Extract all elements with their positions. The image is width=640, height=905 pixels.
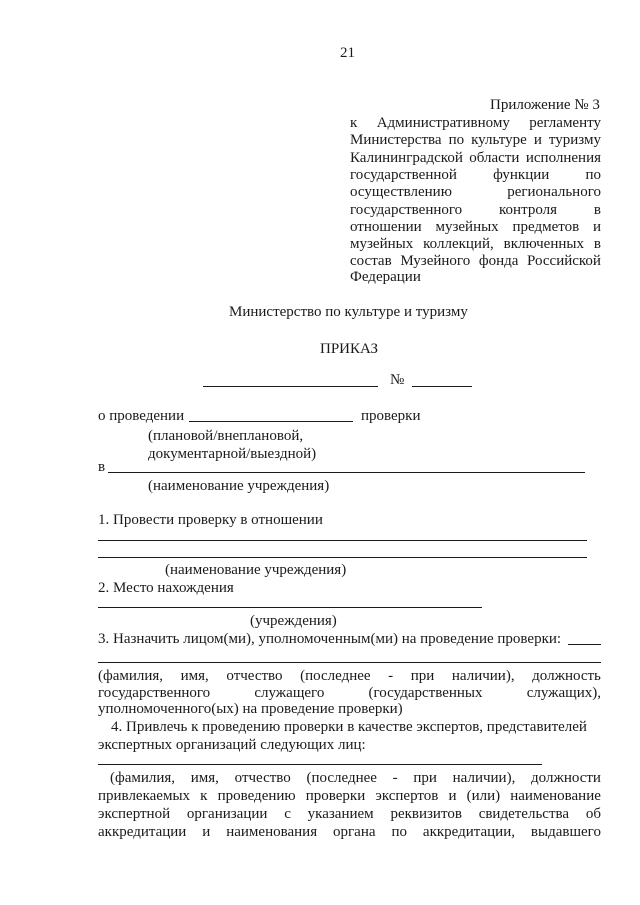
item-4-hint-word: организации	[186, 806, 268, 822]
appendix-line	[350, 201, 601, 219]
item-4-hint-word: указанием	[307, 806, 374, 822]
item-2-blank	[98, 607, 482, 608]
item-3-hint-word: имя,	[180, 668, 209, 684]
appendix-word: исполнения	[525, 149, 601, 166]
item-4-hint-word: органа	[333, 824, 376, 840]
check-type-hint-2: документарной/выездной)	[148, 446, 317, 462]
appendix-word: состав	[350, 253, 392, 270]
appendix-word: Калининградской	[350, 149, 463, 166]
item-3-blank	[98, 662, 601, 663]
item-1: 1. Провести проверку в отношении	[98, 512, 323, 528]
item-4-hint-word: проведению	[217, 788, 296, 804]
appendix-word: Административному	[376, 115, 510, 131]
about-suffix: проверки	[361, 408, 421, 424]
appendix-word: в	[593, 201, 601, 218]
item-3-hint-word: при	[410, 668, 435, 684]
item-4-hint-word: (фамилия,	[110, 770, 176, 786]
appendix-word: коллекций,	[423, 236, 494, 253]
appendix-word: государственного	[350, 201, 463, 218]
item-1-hint: (наименование учреждения)	[165, 562, 347, 578]
item-4-hint-word: привлекаемых	[98, 788, 191, 804]
item-4-hint-line-2	[98, 787, 601, 805]
appendix-word: по	[585, 166, 601, 183]
item-4-blank	[98, 764, 542, 765]
item-3-hint-word: (государственных	[368, 685, 483, 701]
item-3-hint-word: (фамилия,	[98, 668, 164, 684]
item-3-hint-word: отчество	[226, 668, 283, 684]
appendix-word: предметов	[512, 218, 580, 235]
item-3-hint-word: -	[388, 668, 394, 684]
appendix-last-line: Федерации	[350, 269, 421, 285]
item-3-hint-word: служащих),	[526, 685, 601, 701]
item-4-hint-word: имя,	[190, 770, 219, 786]
item-4-hint-word: и	[448, 788, 457, 804]
number-sign: №	[390, 372, 405, 388]
appendix-word: и	[592, 218, 601, 235]
item-2: 2. Место нахождения	[98, 580, 234, 596]
item-4-hint-word: по	[391, 824, 407, 840]
item-4-hint-word: свидетельства	[478, 806, 570, 822]
appendix-word: Российской	[527, 253, 601, 270]
item-4-hint-word: экспертов	[375, 788, 439, 804]
appendix-line	[350, 218, 601, 236]
check-type-hint-1: (плановой/внеплановой,	[148, 428, 304, 444]
item-4-hint-word: отчество	[234, 770, 291, 786]
appendix-word: фонда	[478, 253, 519, 270]
item-4-hint-word: наименование	[510, 788, 601, 804]
number-blank	[412, 386, 472, 387]
item-4-hint-word: наименования	[226, 824, 318, 840]
institution-hint: (наименование учреждения)	[148, 478, 330, 494]
appendix-line	[350, 166, 601, 184]
appendix-line	[350, 131, 601, 149]
item-4-line-2: экспертных организаций следующих лиц:	[98, 737, 366, 753]
appendix-word: в	[593, 236, 601, 253]
appendix-word: государственной	[350, 166, 457, 183]
appendix-word: к	[350, 115, 358, 131]
item-4-hint-word: экспертной	[98, 806, 171, 822]
page-number: 21	[340, 45, 355, 61]
appendix-line	[350, 114, 601, 132]
item-4-hint-word: об	[585, 806, 601, 822]
item-4-hint-word: (последнее	[306, 770, 377, 786]
appendix-word: музейных	[435, 218, 499, 235]
item-4-hint-word: (или)	[466, 788, 501, 804]
item-3-hint-word: государственного	[98, 685, 211, 701]
item-1-blank-2	[98, 557, 587, 558]
item-4-hint-word: -	[392, 770, 398, 786]
item-4-hint-word: проверки	[305, 788, 366, 804]
item-3-hint-word: служащего	[254, 685, 325, 701]
item-3-hint-line-3: уполномоченного(ых) на проведение проверки)	[98, 701, 403, 717]
item-4-hint-word: к	[200, 788, 208, 804]
appendix-line	[350, 183, 601, 201]
item-4-hint-word: наличии),	[452, 770, 516, 786]
appendix-word: регионального	[507, 184, 601, 201]
item-4-hint-word: при	[413, 770, 437, 786]
about-prefix: о проведении	[98, 408, 185, 424]
item-4-hint-word: и	[202, 824, 211, 840]
appendix-word: культуре	[471, 132, 527, 149]
item-3-hint-word: (последнее	[300, 668, 371, 684]
item-4-hint-word: выдавшего	[530, 824, 601, 840]
appendix-word: включенных	[503, 236, 584, 253]
item-3-hint-word: должность	[532, 668, 601, 684]
appendix-word: области	[469, 149, 520, 166]
order-title: ПРИКАЗ	[320, 341, 378, 357]
appendix-word: по	[448, 132, 465, 149]
appendix-line	[350, 149, 601, 167]
item-4-hint-line-3	[98, 805, 601, 823]
item-4-line-1: 4. Привлечь к проведению проверки в качестве экспертов, представителей	[111, 719, 587, 735]
item-3-hint-word: наличии),	[451, 668, 515, 684]
appendix-word: функции	[493, 166, 550, 183]
item-3-inline-blank	[568, 644, 601, 645]
item-4-hint-word: реквизитов	[390, 806, 462, 822]
appendix-word: музейных	[350, 236, 414, 253]
appendix-word: и	[533, 132, 542, 149]
appendix-word: контроля	[499, 201, 558, 218]
item-4-hint-word: с	[284, 806, 291, 822]
item-3: 3. Назначить лицом(ми), уполномоченным(ми) на проведение проверки:	[98, 631, 562, 647]
item-4-hint-line-4	[98, 823, 601, 841]
item-4-hint-word: должности	[531, 770, 601, 786]
item-4-hint-word: аккредитации,	[422, 824, 515, 840]
item-4-hint-line-1	[110, 769, 601, 787]
ministry-name: Министерство по культуре и туризму	[229, 304, 468, 320]
appendix-word: Министерства	[350, 132, 442, 149]
in-prefix: в	[98, 459, 106, 475]
check-type-blank	[189, 421, 353, 422]
item-3-hint-line-1	[98, 667, 601, 685]
appendix-line	[350, 235, 601, 253]
appendix-word: Музейного	[400, 253, 471, 270]
institution-blank	[108, 472, 585, 473]
item-2-hint: (учреждения)	[250, 613, 337, 629]
item-1-blank-1	[98, 540, 587, 541]
appendix-title: Приложение № 3	[490, 97, 600, 113]
date-blank	[203, 386, 378, 387]
item-4-hint-word: аккредитации	[98, 824, 187, 840]
appendix-word: осуществлению	[350, 184, 452, 201]
appendix-word: отношении	[350, 218, 422, 235]
appendix-word: регламенту	[529, 115, 601, 131]
appendix-word: туризму	[548, 132, 601, 149]
